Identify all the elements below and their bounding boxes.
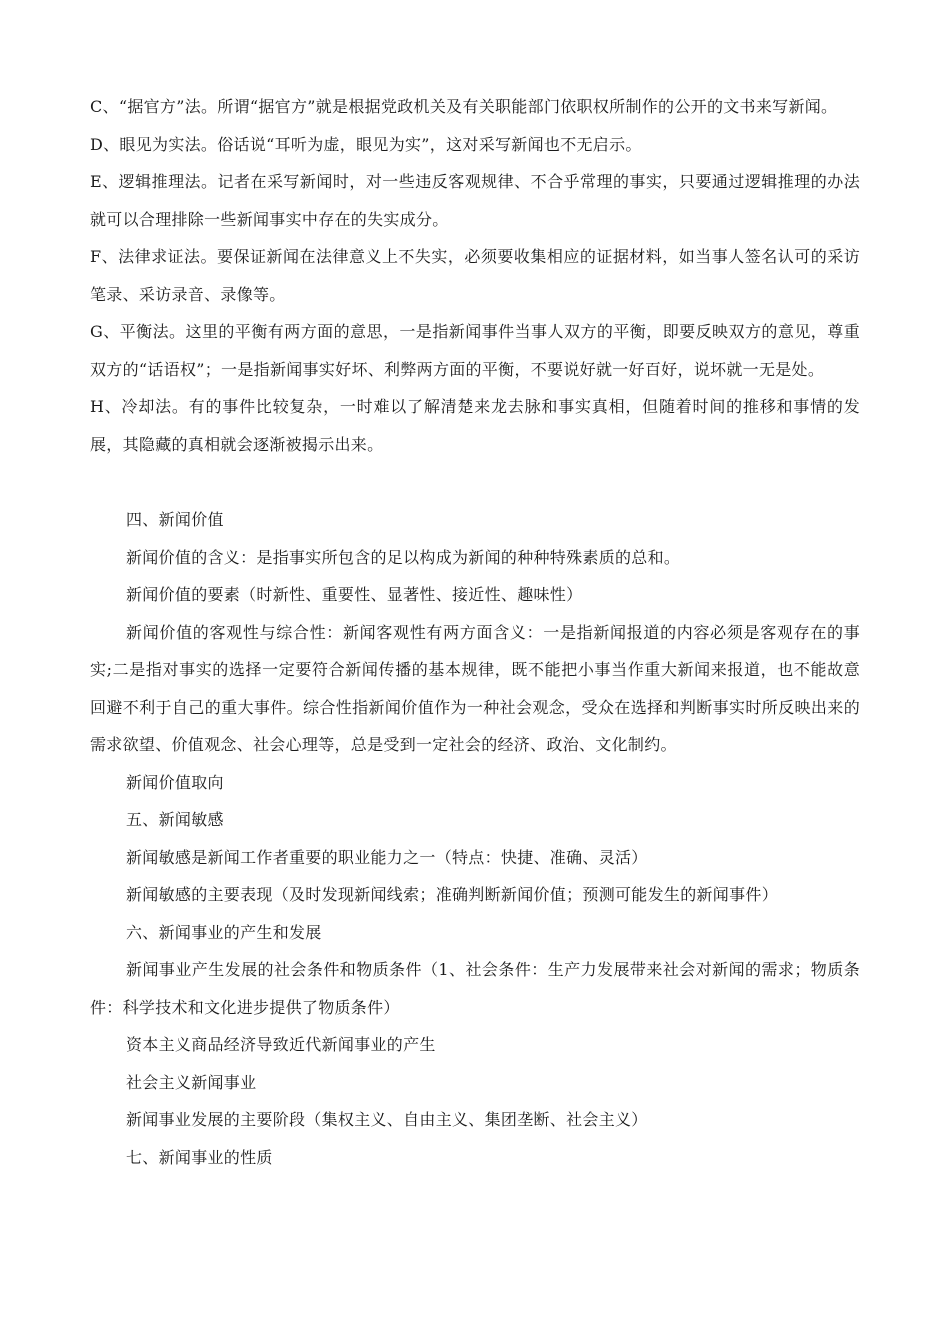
news-value-orientation: 新闻价值取向 xyxy=(126,772,224,792)
news-value-objectivity: 新闻价值的客观性与综合性：新闻客观性有两方面含义：一是指新闻报道的内容必须是客观存在的事实;二是指对事实的选择一定要符合新闻传播的基本规律，既不能把小事当作重大新闻来报道，也不能故意回避不利于自己的重大事件。综合性指新闻价值作为一种社会观念，受众在选择和判断事实时所反映出来的需求欲望、价值观念、社会心理等，总是受到一定社会的经济、政治、文化制约。 xyxy=(90,622,860,754)
news-value-definition: 新闻价值的含义：是指事实所包含的足以构成为新闻的种种特殊素质的总和。 xyxy=(126,547,681,567)
news-sensitivity-definition: 新闻敏感是新闻工作者重要的职业能力之一（特点：快捷、准确、灵活） xyxy=(126,847,648,867)
news-sensitivity-manifestation: 新闻敏感的主要表现（及时发现新闻线索；准确判断新闻价值；预测可能发生的新闻事件） xyxy=(126,885,779,904)
socialist-news-industry: 社会主义新闻事业 xyxy=(126,1072,257,1092)
heading-news-industry-nature: 七、新闻事业的性质 xyxy=(126,1147,273,1167)
method-c: C、“据官方”法。所谓“据官方”就是根据党政机关及有关职能部门依职权所制作的公开的文书来写新闻。 xyxy=(90,97,838,116)
section-gap xyxy=(90,463,860,501)
heading-news-sensitivity: 五、新闻敏感 xyxy=(126,810,224,829)
method-h: H、冷却法。有的事件比较复杂，一时难以了解清楚来龙去脉和事实真相，但随着时间的推移和事情的发展，其隐藏的真相就会逐渐被揭示出来。 xyxy=(90,397,860,454)
method-d: D、眼见为实法。俗话说“耳听为虚，眼见为实”，这对采写新闻也不无启示。 xyxy=(90,134,642,154)
method-g: G、平衡法。这里的平衡有两方面的意思，一是指新闻事件当事人双方的平衡，即要反映双方的意见，尊重双方的“话语权”；一是指新闻事实好坏、利弊两方面的平衡，不要说好就一好百好，说坏就一无是处。 xyxy=(90,322,860,379)
method-f: F、法律求证法。要保证新闻在法律意义上不失实，必须要收集相应的证据材料，如当事人签名认可的采访笔录、采访录音、录像等。 xyxy=(90,247,860,304)
heading-news-value: 四、新闻价值 xyxy=(126,510,224,529)
document-page xyxy=(90,88,860,1176)
method-e: E、逻辑推理法。记者在采写新闻时，对一些违反客观规律、不合乎常理的事实，只要通过逻辑推理的办法就可以合理排除一些新闻事实中存在的失实成分。 xyxy=(90,172,860,229)
news-industry-conditions: 新闻事业产生发展的社会条件和物质条件（1、社会条件：生产力发展带来社会对新闻的需求；物质条件：科学技术和文化进步提供了物质条件） xyxy=(90,960,860,1017)
heading-news-industry-origin: 六、新闻事业的产生和发展 xyxy=(126,922,322,942)
development-stages: 新闻事业发展的主要阶段（集权主义、自由主义、集团垄断、社会主义） xyxy=(126,1110,648,1129)
capitalist-origin: 资本主义商品经济导致近代新闻事业的产生 xyxy=(126,1035,436,1054)
news-value-elements: 新闻价值的要素（时新性、重要性、显著性、接近性、趣味性） xyxy=(126,585,583,604)
